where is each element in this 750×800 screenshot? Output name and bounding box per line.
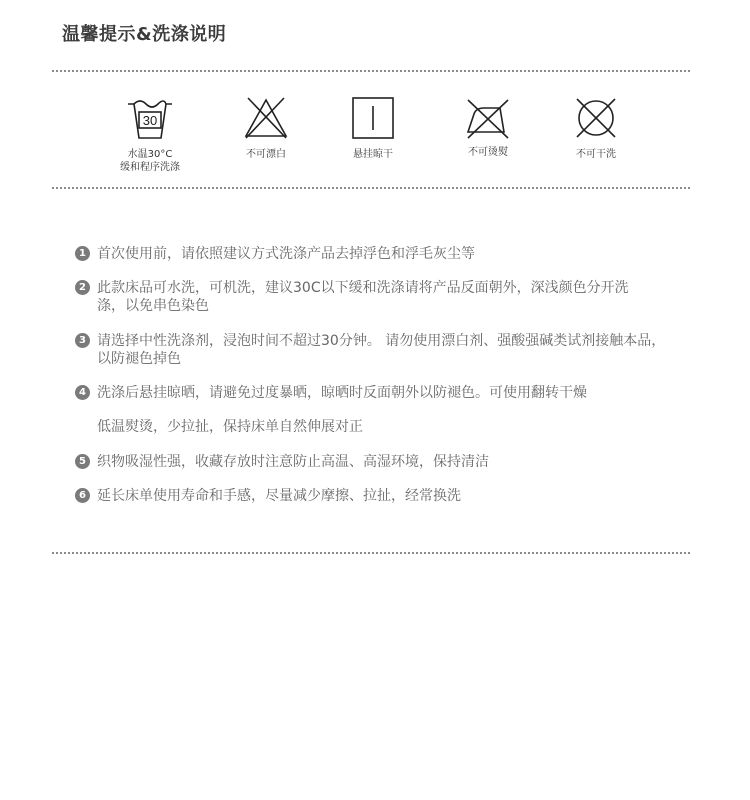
- number-badge: 6: [75, 488, 90, 503]
- wash-temp-text: 30: [142, 113, 158, 128]
- number-badge: 2: [75, 280, 90, 295]
- care-label-wash: [100, 148, 200, 174]
- list-item: [75, 418, 695, 436]
- list-item: [75, 487, 695, 505]
- care-label-line-dry: 悬挂晾干: [353, 149, 393, 160]
- divider-middle: [52, 187, 690, 189]
- instruction-text: 首次使用前，请依照建议方式洗涤产品去掉浮色和浮毛灰尘等: [97, 246, 475, 262]
- instruction-text: 织物吸湿性强，收藏存放时注意防止高温、高湿环境，保持清洁: [97, 454, 489, 470]
- care-label-wash-line2: 缓和程序洗涤: [120, 162, 180, 173]
- number-badge: 1: [75, 246, 90, 261]
- care-label-no-bleach: 不可漂白: [246, 149, 286, 160]
- instruction-text-line2: 以防褪色掉色: [97, 351, 181, 367]
- page-title: 温馨提示&洗涤说明: [62, 24, 227, 45]
- instruction-text: 洗涤后悬挂晾晒，请避免过度暴晒，晾晒时反面朝外以防褪色。可使用翻转干燥: [97, 385, 587, 401]
- number-badge: 4: [75, 385, 90, 400]
- list-item: [75, 384, 695, 402]
- number-badge: 5: [75, 454, 90, 469]
- line-dry-icon: [349, 94, 397, 142]
- divider-top: [52, 70, 690, 72]
- instruction-text-line2: 涤，以免串色染色: [97, 298, 209, 314]
- instruction-text-line1: 此款床品可水洗，可机洗，建议30C以下缓和洗涤请将产品反面朝外，深浅颜色分开洗: [97, 280, 629, 296]
- instruction-text: 低温熨烫，少拉扯，保持床单自然伸展对正: [97, 419, 363, 435]
- instruction-text: 延长床单使用寿命和手感，尽量减少摩擦、拉扯，经常换洗: [97, 488, 461, 504]
- list-item: [75, 245, 695, 263]
- list-item: [75, 279, 695, 315]
- instruction-text-line1: 请选择中性洗涤剂，浸泡时间不超过30分钟。 请勿使用漂白剂、强酸强碱类试剂接触本品，: [97, 333, 666, 349]
- divider-bottom: [52, 552, 690, 554]
- care-label-wash-line1: 水温30°C: [127, 149, 173, 160]
- care-label-no-iron: 不可烫熨: [468, 147, 508, 158]
- care-label-no-dry-clean: 不可干洗: [576, 149, 616, 160]
- no-dry-clean-icon: [572, 94, 620, 142]
- wash-30-icon: [126, 94, 174, 142]
- no-bleach-icon: [242, 94, 290, 142]
- number-badge: 3: [75, 333, 90, 348]
- list-item: [75, 453, 695, 471]
- no-iron-icon: [464, 94, 512, 142]
- list-item: [75, 332, 695, 368]
